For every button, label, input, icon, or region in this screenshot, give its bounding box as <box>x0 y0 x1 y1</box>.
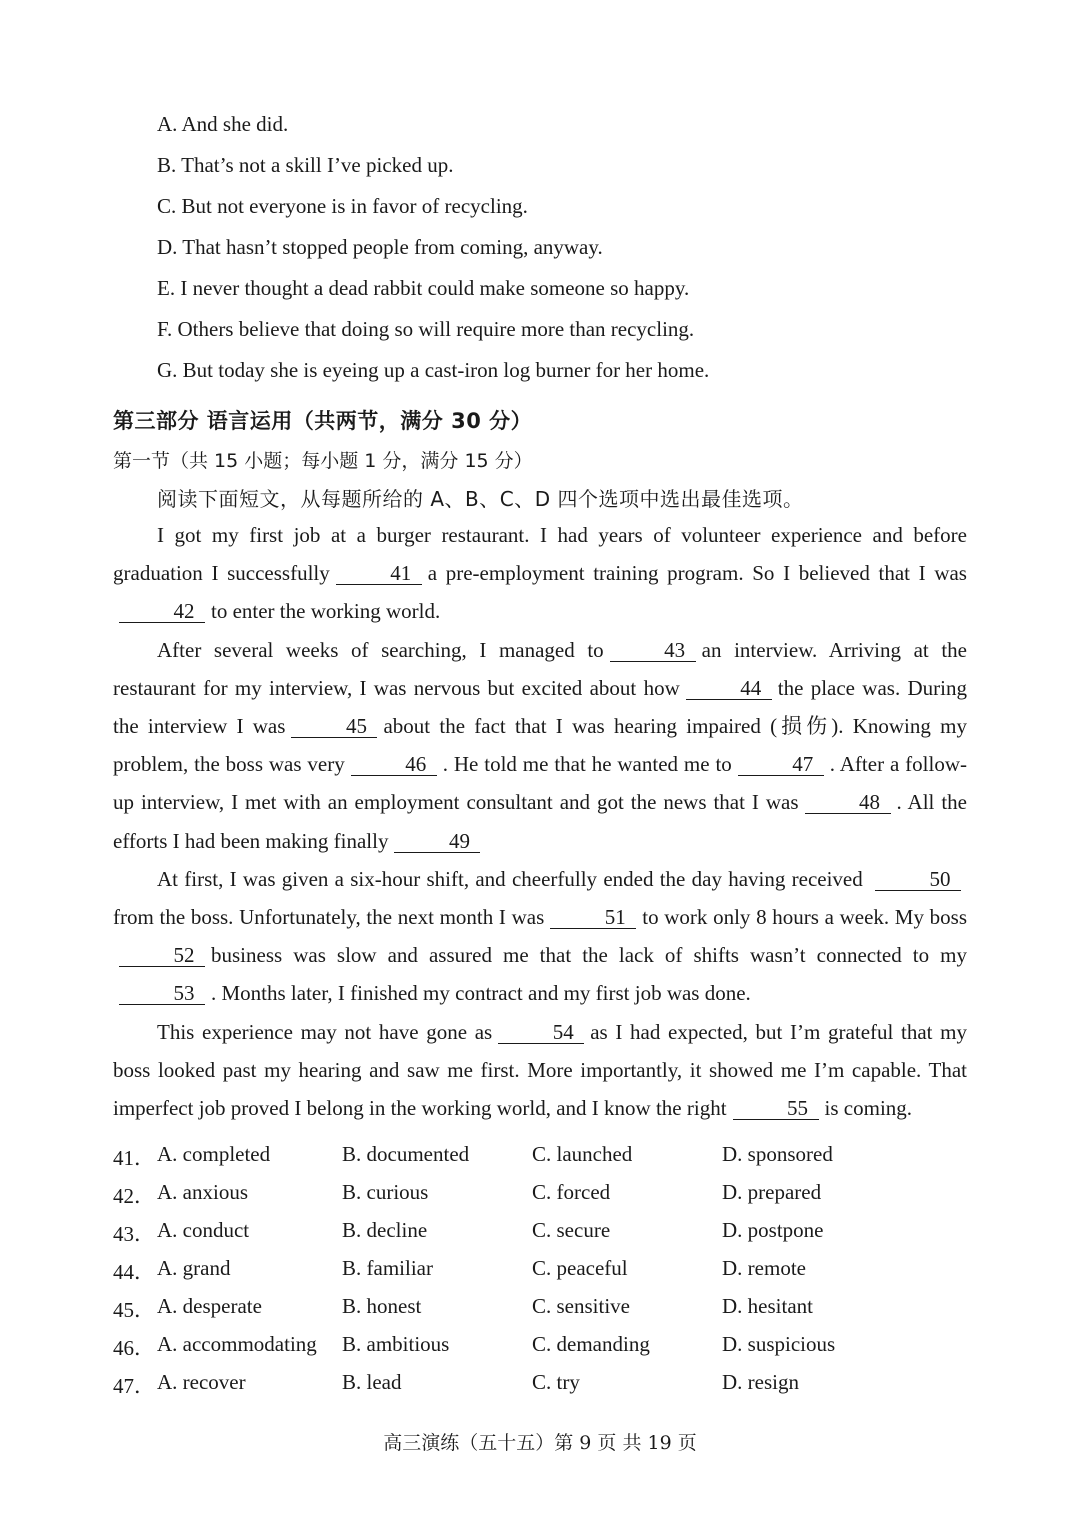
passage-text: . He told me that he wanted me to <box>442 752 732 777</box>
choice-a: A. completed <box>157 1142 271 1166</box>
question-number: 41． <box>113 1146 155 1170</box>
question-47 <box>113 1370 973 1400</box>
passage-text: an interview. Arriving at the restaurant for my interview, I was nervous but excited about how <box>113 637 967 700</box>
question-number: 47． <box>113 1374 155 1398</box>
blank-50: 50 <box>875 868 961 891</box>
passage-text: At first, I was given a six-hour shift, and cheerfully ended the day having received <box>157 866 863 891</box>
choice-d: D. sponsored <box>722 1142 833 1166</box>
choice-b: B. honest <box>342 1294 422 1318</box>
choice-c: C. forced <box>532 1180 611 1204</box>
passage-text: . All the efforts I had been making finally <box>113 790 967 853</box>
question-46 <box>113 1332 973 1362</box>
question-41 <box>113 1142 973 1172</box>
blank-53: 53 <box>119 982 205 1005</box>
choice-b: B. lead <box>342 1370 402 1394</box>
choice-d: D. suspicious <box>722 1332 836 1356</box>
choice-b: B. ambitious <box>342 1332 450 1356</box>
paragraph-3 <box>113 860 967 1013</box>
choice-c: C. sensitive <box>532 1294 630 1318</box>
blank-55: 55 <box>733 1097 819 1120</box>
subsection-title: 第一节（共 15 小题；每小题 1 分，满分 15 分） <box>113 450 533 472</box>
question-number: 43． <box>113 1222 155 1246</box>
choice-c: C. try <box>532 1370 580 1394</box>
blank-44: 44 <box>686 677 772 700</box>
option-b: B. That’s not a skill I’ve picked up. <box>157 153 454 177</box>
choice-d: D. remote <box>722 1256 806 1280</box>
section-title: 第三部分 语言运用（共两节，满分 30 分） <box>113 409 533 433</box>
blank-51: 51 <box>550 906 636 929</box>
passage-text: . After a follow-up interview, I met with an employment consultant and got the news that I was <box>113 752 967 815</box>
passage-text: the place was. During the interview I was <box>113 675 967 739</box>
choice-a: A. accommodating <box>157 1332 317 1356</box>
choice-d: D. resign <box>722 1370 799 1394</box>
choice-d: D. prepared <box>722 1180 822 1204</box>
blank-47: 47 <box>738 753 824 776</box>
choice-b: B. decline <box>342 1218 428 1242</box>
question-42 <box>113 1180 973 1210</box>
option-g: G. But today she is eyeing up a cast-iron log burner for her home. <box>157 358 710 382</box>
passage-text: about the fact that I was hearing impaired (损伤). Knowing my problem, the boss was very <box>113 714 967 777</box>
choice-a: A. grand <box>157 1256 231 1280</box>
passage-text: from the boss. Unfortunately, the next month I was <box>113 905 545 930</box>
passage-text: to enter the working world. <box>211 599 441 624</box>
passage-text: This experience may not have gone as <box>157 1019 493 1044</box>
choice-b: B. familiar <box>342 1256 433 1280</box>
blank-52: 52 <box>119 944 205 967</box>
instruction: 阅读下面短文，从每题所给的 A、B、C、D 四个选项中选出最佳选项。 <box>157 487 804 511</box>
question-43 <box>113 1218 973 1248</box>
paragraph-4 <box>113 1013 967 1128</box>
passage-text: a pre-employment training program. So I believed that I was <box>427 561 967 586</box>
passage-text: After several weeks of searching, I managed to <box>157 637 604 662</box>
question-number: 44． <box>113 1260 155 1284</box>
blank-54: 54 <box>498 1021 584 1044</box>
choice-b: B. documented <box>342 1142 470 1166</box>
option-e: E. I never thought a dead rabbit could make someone so happy. <box>157 276 690 300</box>
option-a: A. And she did. <box>157 112 289 136</box>
paragraph-1 <box>113 516 967 631</box>
choice-d: D. postpone <box>722 1218 824 1242</box>
blank-43: 43 <box>610 639 696 662</box>
choice-a: A. desperate <box>157 1294 262 1318</box>
choice-c: C. launched <box>532 1142 633 1166</box>
blank-41: 41 <box>336 562 422 585</box>
blank-48: 48 <box>805 791 891 814</box>
blank-45: 45 <box>291 715 377 738</box>
question-44 <box>113 1256 973 1286</box>
question-number: 42． <box>113 1184 155 1208</box>
option-d: D. That hasn’t stopped people from coming, anyway. <box>157 235 603 259</box>
choice-a: A. anxious <box>157 1180 248 1204</box>
option-c: C. But not everyone is in favor of recycling. <box>157 194 528 218</box>
blank-42: 42 <box>119 600 205 623</box>
blank-49: 49 <box>394 830 480 853</box>
choice-d: D. hesitant <box>722 1294 813 1318</box>
question-number: 45． <box>113 1298 155 1322</box>
choice-c: C. peaceful <box>532 1256 628 1280</box>
cloze-passage <box>113 516 967 1127</box>
choice-a: A. conduct <box>157 1218 250 1242</box>
question-number: 46． <box>113 1336 155 1360</box>
blank-46: 46 <box>351 753 437 776</box>
passage-text: is coming. <box>824 1096 913 1121</box>
passage-text: I got my first job at a burger restaurant. I had years of volunteer experience and before graduation I successfully <box>113 523 967 586</box>
passage-text: as I had expected, but I’m grateful that my boss looked past my hearing and saw me first. More importantly, it showed me I’m capable. That imperfect job proved I belong in the working world, and I know the right <box>113 1019 968 1121</box>
passage-text: business was slow and assured me that the lack of shifts wasn’t connected to my <box>211 943 967 968</box>
choice-c: C. demanding <box>532 1332 650 1356</box>
passage-text: to work only 8 hours a week. My boss <box>642 905 967 930</box>
choice-c: C. secure <box>532 1218 611 1242</box>
page-footer: 高三演练（五十五）第 9 页 共 19 页 <box>383 1432 697 1454</box>
choice-a: A. recover <box>157 1370 246 1394</box>
choice-b: B. curious <box>342 1180 429 1204</box>
option-f: F. Others believe that doing so will require more than recycling. <box>157 317 695 341</box>
passage-text: . Months later, I finished my contract and my first job was done. <box>211 981 751 1006</box>
question-45 <box>113 1294 973 1324</box>
paragraph-2 <box>113 631 967 860</box>
